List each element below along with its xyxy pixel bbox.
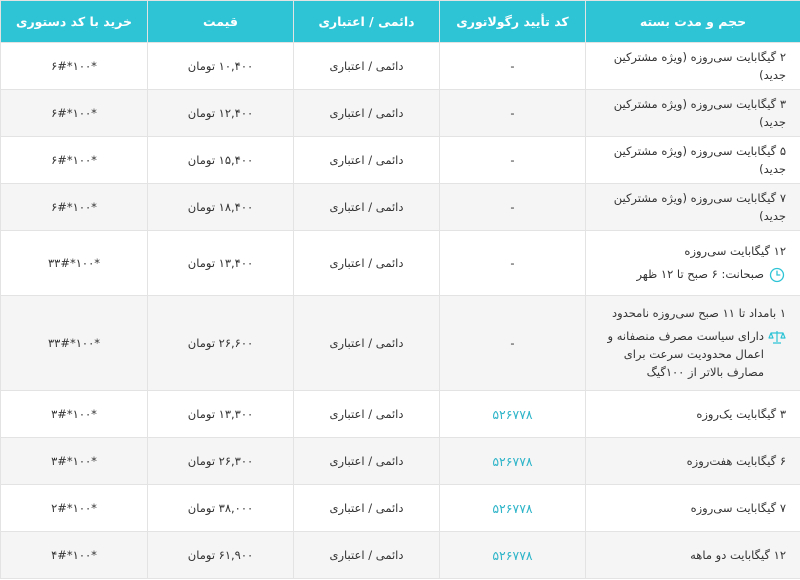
package-cell [586, 231, 800, 296]
package-note [594, 327, 786, 382]
price-cell: ۱۳,۳۰۰ تومان [148, 391, 294, 438]
package-cell: ۶ گیگابایت هفت‌روزه [586, 438, 800, 485]
price-cell: ۱۲,۴۰۰ تومان [148, 90, 294, 137]
type-cell: دائمی / اعتباری [294, 438, 440, 485]
type-cell: دائمی / اعتباری [294, 137, 440, 184]
price-cell: ۲۶,۳۰۰ تومان [148, 438, 294, 485]
regulatory-cell: - [440, 137, 586, 184]
package-title: ۱ بامداد تا ۱۱ صبح سی‌روزه نامحدود [612, 306, 786, 321]
regulatory-cell: - [440, 90, 586, 137]
price-cell: ۲۶,۶۰۰ تومان [148, 296, 294, 391]
table-row [1, 231, 800, 296]
table-row [1, 137, 800, 184]
scale-icon [768, 328, 786, 346]
package-cell: ۷ گیگابایت سی‌روزه (ویژه مشترکین جدید) [586, 184, 800, 231]
table-row [1, 184, 800, 231]
package-note-text: دارای سیاست مصرف منصفانه و اعمال محدودیت سرعت برای مصارف بالاتر از ۱۰۰گیگ [607, 328, 764, 380]
type-cell: دائمی / اعتباری [294, 391, 440, 438]
table-row [1, 438, 800, 485]
package-title: ۱۲ گیگابایت سی‌روزه [684, 244, 786, 259]
price-cell: ۱۵,۴۰۰ تومان [148, 137, 294, 184]
package-note [594, 265, 786, 284]
type-cell: دائمی / اعتباری [294, 296, 440, 391]
type-cell: دائمی / اعتباری [294, 485, 440, 532]
package-note-text: صبحانت: ۶ صبح تا ۱۲ ظهر [636, 266, 764, 281]
regulatory-cell: - [440, 231, 586, 296]
ussd-cell: *۱۰۰*۶# [1, 90, 148, 137]
table-row [1, 90, 800, 137]
header-price: قیمت [148, 1, 294, 43]
package-cell: ۵ گیگابایت سی‌روزه (ویژه مشترکین جدید) [586, 137, 800, 184]
type-cell: دائمی / اعتباری [294, 532, 440, 579]
price-cell: ۳۸,۰۰۰ تومان [148, 485, 294, 532]
ussd-cell: *۱۰۰*۶# [1, 43, 148, 90]
table-header-row [1, 1, 800, 43]
ussd-cell: *۱۰۰*۳۳# [1, 296, 148, 391]
ussd-cell: *۱۰۰*۶# [1, 137, 148, 184]
type-cell: دائمی / اعتباری [294, 43, 440, 90]
ussd-cell: *۱۰۰*۳۳# [1, 231, 148, 296]
table-row [1, 485, 800, 532]
package-cell: ۷ گیگابایت سی‌روزه [586, 485, 800, 532]
package-cell: ۳ گیگابایت سی‌روزه (ویژه مشترکین جدید) [586, 90, 800, 137]
type-cell: دائمی / اعتباری [294, 184, 440, 231]
ussd-cell: *۱۰۰*۴# [1, 532, 148, 579]
table-row [1, 532, 800, 579]
header-regulatory: کد تأیید رگولاتوری [440, 1, 586, 43]
regulatory-code: ۵۲۶۷۷۸ [440, 532, 586, 579]
table-row [1, 43, 800, 90]
header-ussd: خرید با کد دستوری [1, 1, 148, 43]
price-cell: ۱۸,۴۰۰ تومان [148, 184, 294, 231]
ussd-cell: *۱۰۰*۳# [1, 438, 148, 485]
header-type: دائمی / اعتباری [294, 1, 440, 43]
package-cell: ۳ گیگابایت یک‌روزه [586, 391, 800, 438]
regulatory-cell: - [440, 296, 586, 391]
package-cell: ۱۲ گیگابایت دو ماهه [586, 532, 800, 579]
regulatory-cell: - [440, 184, 586, 231]
regulatory-code: ۵۲۶۷۷۸ [440, 391, 586, 438]
type-cell: دائمی / اعتباری [294, 90, 440, 137]
ussd-cell: *۱۰۰*۲# [1, 485, 148, 532]
table-row [1, 296, 800, 391]
price-cell: ۱۰,۴۰۰ تومان [148, 43, 294, 90]
package-cell [586, 296, 800, 391]
ussd-cell: *۱۰۰*۳# [1, 391, 148, 438]
package-cell: ۲ گیگابایت سی‌روزه (ویژه مشترکین جدید) [586, 43, 800, 90]
regulatory-cell: - [440, 43, 586, 90]
ussd-cell: *۱۰۰*۶# [1, 184, 148, 231]
regulatory-code: ۵۲۶۷۷۸ [440, 485, 586, 532]
price-cell: ۶۱,۹۰۰ تومان [148, 532, 294, 579]
clock-icon [768, 266, 786, 284]
price-cell: ۱۳,۴۰۰ تومان [148, 231, 294, 296]
header-package: حجم و مدت بسته [586, 1, 800, 43]
table-row [1, 391, 800, 438]
regulatory-code: ۵۲۶۷۷۸ [440, 438, 586, 485]
type-cell: دائمی / اعتباری [294, 231, 440, 296]
